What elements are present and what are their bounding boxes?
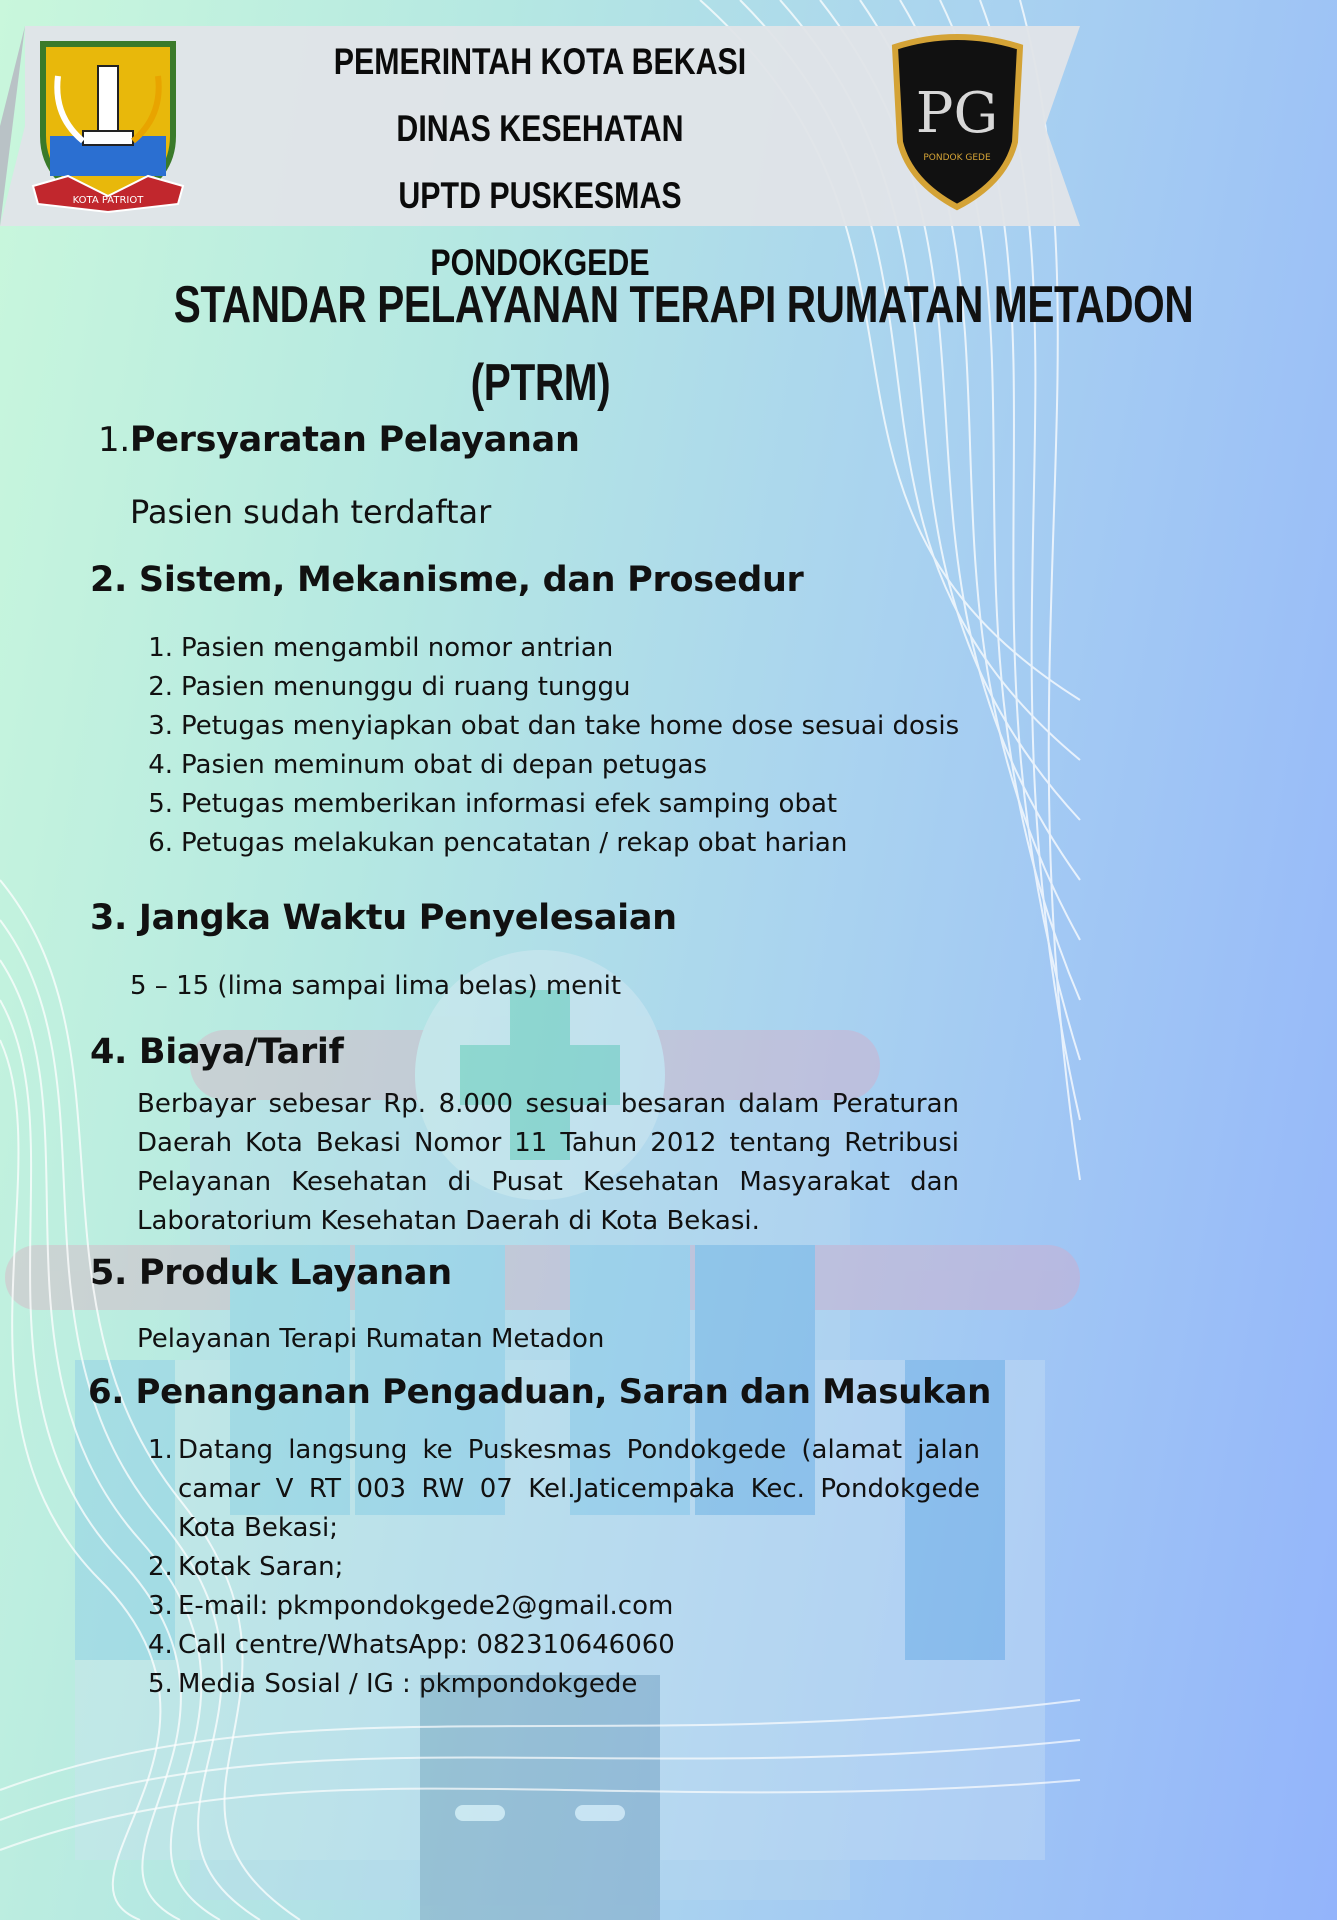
section-3-heading: 3. Jangka Waktu Penyelesaian (90, 898, 677, 938)
section-6-heading: 6. Penanganan Pengaduan, Saran dan Masukan (88, 1372, 992, 1412)
header-institution (294, 28, 786, 296)
kota-bekasi-emblem-icon (28, 36, 188, 216)
list-item: 5. Petugas memberikan informasi efek samping obat (148, 789, 838, 819)
list-item: 3. Petugas menyiapkan obat dan take home dose sesuai dosis (148, 711, 960, 741)
logo-caption: PONDOK GEDE (923, 153, 991, 163)
section-4-heading: 4. Biaya/Tarif (90, 1032, 344, 1072)
section-1-heading (98, 420, 580, 460)
list-item: 2. Kotak Saran; (148, 1552, 344, 1582)
list-item: 4. Pasien meminum obat di depan petugas (148, 750, 708, 780)
list-item: 1. Datang langsung ke Puskesmas Pondokgede (alamat jalan camar V RT 003 RW 07 Kel.Jaticempaka Kec. Pondokgede Kota Bekasi; (148, 1435, 980, 1543)
section-4-body: Berbayar sebesar Rp. 8.000 sesuai besaran dalam Peraturan Daerah Kota Bekasi Nomor 11 Tahun 2012 tentang Retribusi Pelayanan Kesehatan di Pusat Kesehatan Masyarakat dan Laboratorium Kesehatan Daerah di Kota Bekasi. (137, 1089, 959, 1236)
list-item: 2. Pasien menunggu di ruang tunggu (148, 672, 631, 702)
section-5-heading: 5. Produk Layanan (90, 1253, 452, 1293)
title-line-1: STANDAR PELAYANAN TERAPI RUMATAN METADON (173, 276, 1194, 334)
list-item: 1. Pasien mengambil nomor antrian (148, 633, 614, 663)
list-item: 5. Media Sosial / IG : pkmpondokgede (148, 1669, 638, 1699)
list-item: 3. E-mail: pkmpondokgede2@gmail.com (148, 1591, 674, 1621)
logo-initials: PG (915, 81, 999, 146)
section-3-body: 5 – 15 (lima sampai lima belas) menit (130, 971, 622, 1001)
section-5-body: Pelayanan Terapi Rumatan Metadon (137, 1324, 605, 1354)
section-2-heading: 2. Sistem, Mekanisme, dan Prosedur (90, 560, 804, 600)
complaint-channels-list (148, 1431, 980, 1704)
title-line-2: (PTRM) (470, 354, 610, 412)
page-title (30, 266, 1194, 422)
section-1-title: Persyaratan Pelayanan (129, 420, 580, 460)
pondok-gede-logo-icon (885, 32, 1030, 212)
list-item: 6. Petugas melakukan pencatatan / rekap obat harian (148, 828, 848, 858)
section-1-body: Pasien sudah terdaftar (130, 493, 492, 531)
header-line-2: DINAS KESEHATAN (396, 108, 684, 149)
section-1-number: 1. (98, 420, 130, 460)
header-line-1: PEMERINTAH KOTA BEKASI (333, 41, 747, 82)
list-item: 4. Call centre/WhatsApp: 082310646060 (148, 1630, 675, 1660)
procedure-list (137, 629, 959, 863)
header-line-3: UPTD PUSKESMAS PONDOKGEDE (398, 175, 682, 283)
motto-text: KOTA PATRIOT (72, 195, 144, 206)
